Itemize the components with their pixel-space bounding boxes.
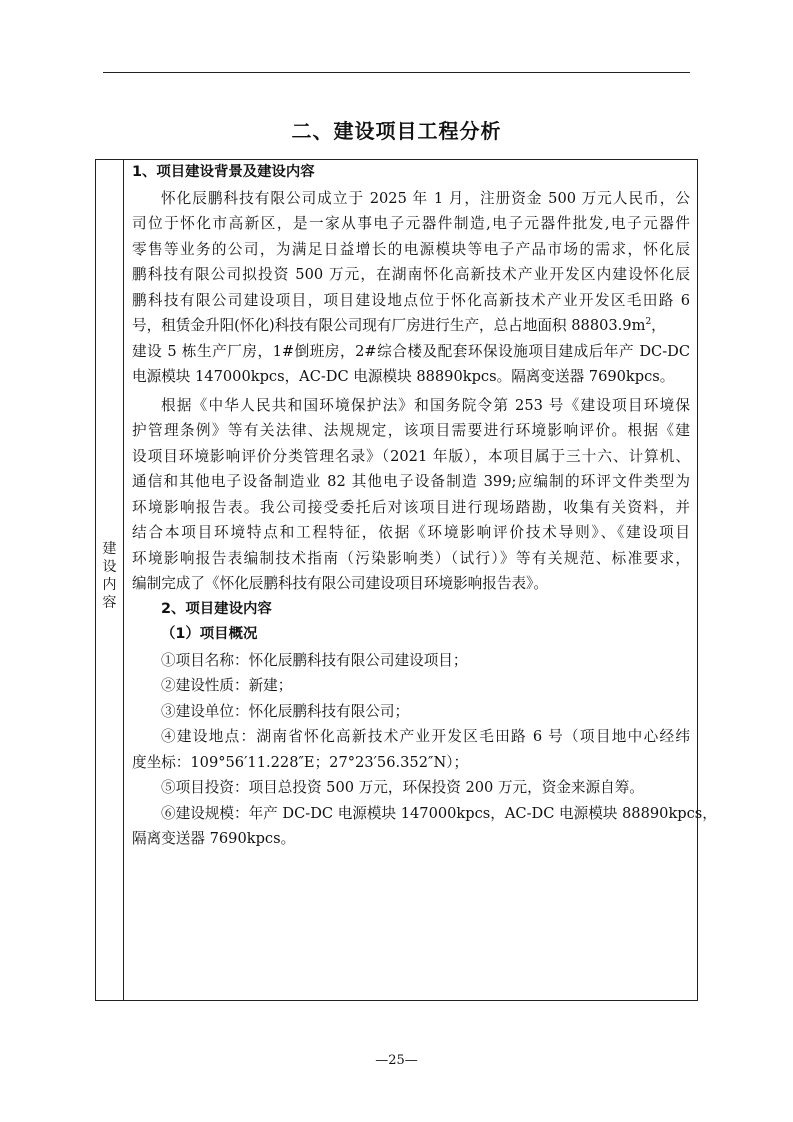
text-line: 怀化辰鹏科技有限公司成立于 2025 年 1 月，注册资金 500 万元人民币，公: [161, 189, 690, 207]
text-line: 环境影响报告表编制技术指南（污染影响类）（试行）》等有关规范、标准要求，: [132, 549, 690, 567]
text-segment: ，: [651, 317, 666, 334]
list-item: ③建设单位：怀化辰鹏科技有限公司；: [161, 702, 410, 720]
section2-subheading: （1）项目概况: [161, 626, 258, 642]
text-line: 编制完成了《怀化辰鹏科技有限公司建设项目环境影响报告表》。: [132, 575, 548, 592]
section1-paragraph1: [132, 186, 690, 390]
text-line: 建设 5 栋生产厂房，1#倒班房，2#综合楼及配套环保设施项目建成后年产 DC-DC: [132, 342, 690, 360]
list-item-continuation: 隔离变送器 7690kpcs。: [132, 830, 296, 847]
text-line: 鹏科技有限公司拟投资 500 万元，在湖南怀化高新技术产业开发区内建设怀化辰: [132, 266, 690, 283]
text-line: 护管理条例》等有关法律、法规规定，该项目需要进行环境影响评价。根据《建: [132, 422, 690, 439]
text-line: 电源模块 147000kpcs，AC-DC 电源模块 88890kpcs。隔离变送器 7690kpcs。: [132, 368, 675, 385]
list-item: ⑥建设规模：年产 DC-DC 电源模块 147000kpcs，AC-DC 电源模块 88890kpcs，: [161, 804, 717, 822]
side-label-char: 设: [102, 559, 117, 575]
page-number: —25—: [375, 1053, 418, 1068]
text-line: 根据《中华人民共和国环境保护法》和国务院令第 253 号《建设项目环境保: [161, 396, 690, 414]
header-rule: [103, 72, 690, 73]
text-line-with-superscript: [132, 313, 690, 339]
text-line: 通信和其他电子设备制造业 82 其他电子设备制造 399;应编制的环评文件类型为: [132, 473, 690, 490]
content-body: [132, 160, 717, 852]
text-line: 鹏科技有限公司建设项目，项目建设地点位于怀化高新技术产业开发区毛田路 6: [132, 291, 690, 309]
text-line: 结合本项目环境特点和工程特征，依据《环境影响评价技术导则》、《建设项目: [132, 524, 690, 541]
area-unit-superscript: 2: [645, 317, 652, 328]
side-label-char: 建: [102, 541, 117, 557]
text-line: 司位于怀化市高新区，是一家从事电子元器件制造,电子元器件批发,电子元器件: [132, 215, 690, 232]
list-item: ⑤项目投资：项目总投资 500 万元，环保投资 200 万元，资金来源自筹。: [161, 779, 644, 796]
project-overview-list: [132, 648, 717, 852]
list-item-continuation: 度坐标：109°56′11.228″E；27°23′56.352″N）；: [132, 753, 469, 771]
list-item: ②建设性质：新建；: [161, 677, 293, 694]
list-item: ①项目名称：怀化辰鹏科技有限公司建设项目；: [161, 651, 468, 669]
list-item: ④建设地点：湖南省怀化高新技术产业开发区毛田路 6 号（项目地中心经纬: [161, 728, 690, 745]
section1-heading: 1、项目建设背景及建设内容: [132, 164, 315, 180]
side-label-column: [96, 160, 124, 1000]
side-label: [96, 540, 123, 612]
page-title: 二、建设项目工程分析: [291, 119, 502, 143]
text-line: 零售等业务的公司，为满足日益增长的电源模块等电子产品市场的需求，怀化辰: [132, 240, 690, 258]
text-line: 环境影响报告表。我公司接受委托后对该项目进行现场踏勘，收集有关资料，并: [132, 498, 690, 516]
side-label-char: 内: [102, 577, 117, 593]
text-line: 设项目环境影响评价分类管理名录》（2021 年版），本项目属于三十六、计算机、: [132, 447, 690, 465]
section1-paragraph2: [132, 393, 690, 597]
side-label-char: 容: [102, 595, 117, 611]
content-table: [95, 159, 717, 1001]
text-segment: 号，租赁金升阳(怀化)科技有限公司现有厂房进行生产，总占地面积 88803.9m: [132, 317, 646, 334]
section2-heading: 2、项目建设内容: [161, 600, 272, 617]
